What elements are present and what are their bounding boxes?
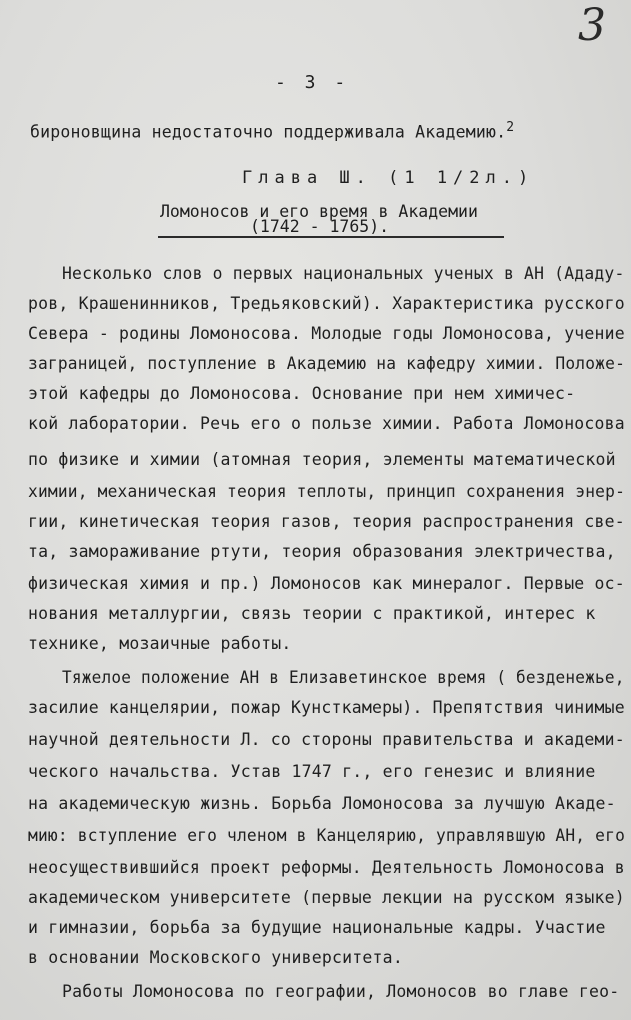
typed-page-number: - 3 - [275, 72, 350, 93]
body-line: нования металлургии, связь теории с практикой, интерес к [28, 604, 596, 623]
body-line: мию: вступление его членом в Канцелярию, управлявшую АН, его [28, 826, 626, 845]
body-line: технике, мозаичные работы. [28, 634, 292, 653]
body-line: гии, кинетическая теория газов, теория распространения све- [28, 512, 625, 531]
top-line [30, 120, 514, 142]
body-line: Севера - родины Ломоносова. Молодые годы Ломоносова, учение [28, 324, 625, 343]
handwritten-page-number: 3 [578, 0, 606, 51]
body-line: ческого начальства. Устав 1747 г., его генезис и влияние [28, 762, 596, 781]
body-line: в основании Московского университета. [28, 948, 403, 967]
top-line-text: бироновщина недостаточно поддерживала Академию. [30, 122, 507, 142]
body-line: Тяжелое положение АН в Елизаветинское время ( безденежье, [62, 668, 625, 687]
body-line: научной деятельности Л. со стороны правительства и академи- [28, 730, 625, 749]
body-line: химии, механическая теория теплоты, принцип сохранения энер- [28, 482, 626, 501]
chapter-heading: Глава Ш. (1 1/2л.) [242, 168, 535, 188]
chapter-dates: (1742 - 1765). [250, 217, 390, 236]
body-line: ров, Крашенинников, Тредьяковский). Характеристика русского [28, 294, 625, 313]
body-line: этой кафедры до Ломоносова. Основание при нем химичес- [28, 384, 576, 403]
body-line: кой лаборатории. Речь его о пользе химии. Работа Ломоносова [28, 414, 625, 433]
body-line: Работы Ломоносова по географии, Ломоносов во главе гео- [62, 982, 620, 1001]
body-line: та, замораживание ртути, теория образования электричества, [28, 542, 616, 561]
body-line: заграницей, поступление в Академию на кафедру химии. Положе- [28, 354, 626, 373]
body-line: академическом университете (первые лекции на русском языке) [28, 888, 625, 907]
body-line: неосуществившийся проект реформы. Деятельность Ломоносова в [28, 858, 625, 877]
title-underline [158, 236, 504, 238]
body-line: по физике и химии (атомная теория, элементы математической [28, 450, 616, 469]
body-line: физическая химия и пр.) Ломоносов как минералог. Первые ос- [28, 574, 625, 593]
body-line: засилие канцелярии, пожар Кунсткамеры). Препятствия чинимые [28, 698, 625, 717]
body-line: на академическую жизнь. Борьба Ломоносова за лучшую Акаде- [28, 794, 616, 813]
chapter-title: Ломоносов и его время в Академии [160, 202, 478, 221]
body-line: Несколько слов о первых национальных ученых в АН (Ададу- [62, 264, 625, 283]
footnote-marker: 2 [506, 120, 515, 135]
body-line: и гимназии, борьба за будущие национальные кадры. Участие [28, 918, 606, 937]
